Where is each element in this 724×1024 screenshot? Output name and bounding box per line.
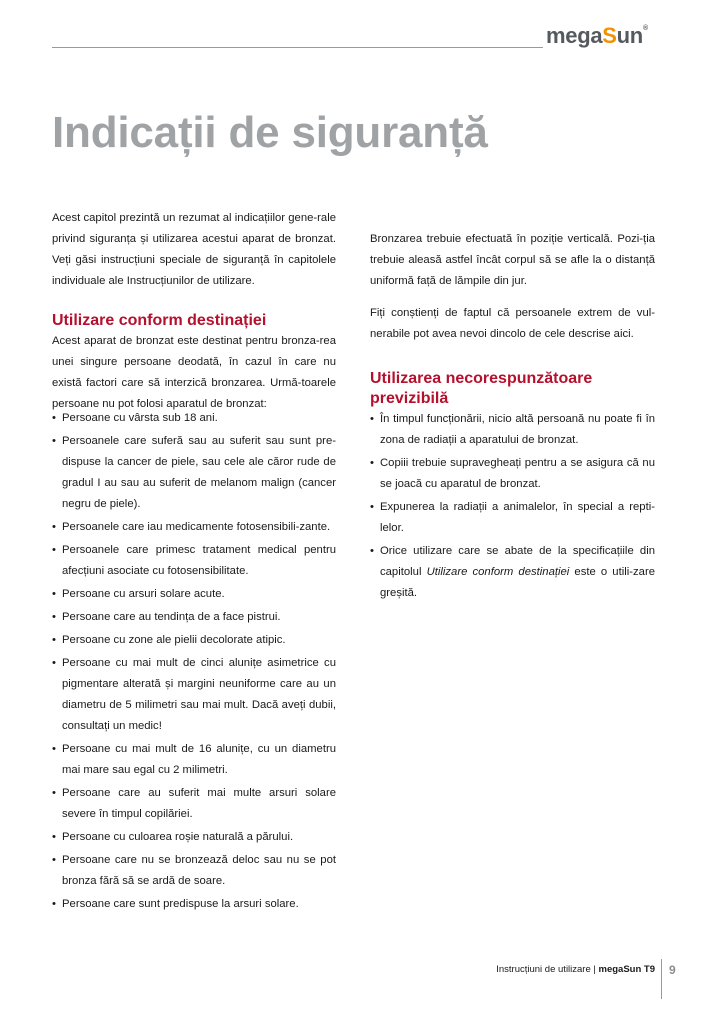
list-item: • Persoane care nu se bronzează deloc sau nu se pot bronza fără să se ardă de soare.: [52, 850, 336, 892]
section-heading-intended-use: Utilizare conform destinației: [52, 312, 267, 329]
bullet-dot: •: [52, 854, 56, 866]
footer-product: megaSun T9: [598, 964, 655, 975]
bullet-dot: •: [370, 457, 374, 469]
contraindication-list: [52, 408, 336, 917]
page-number: 9: [669, 963, 676, 977]
bullet-dot: •: [52, 435, 56, 447]
list-item: • Persoanele care suferă sau au suferit sau sunt pre-dispuse la cancer de piele, sau cele ale căror rude de gradul I au sau au suferit de melanom malign (cancer negru de piele).: [52, 431, 336, 515]
footer-doc-label: Instrucțiuni de utilizare |: [496, 964, 599, 975]
intro-paragraph: Acest capitol prezintă un rezumat al indicațiilor gene-rale privind siguranța și utilizarea acestui aparat de bronzat. Veți găsi instrucțiuni speciale de siguranță în capitolele individuale ale Instrucțiunilor de utilizare.: [52, 212, 336, 287]
posture-paragraph: Bronzarea trebuie efectuată în poziție verticală. Pozi-ția trebuie aleasă astfel încât corpul să se afle la o distanță uniformă față de lămpile din jur.: [370, 233, 655, 287]
logo-registered: ®: [642, 25, 648, 32]
list-item: • Persoanele care primesc tratament medical pentru afecțiuni asociate cu fotosensibilitate.: [52, 540, 336, 582]
list-item: • Persoane care sunt predispuse la arsuri solare.: [52, 894, 336, 915]
megasun-logo: [546, 23, 648, 49]
footer-divider: [661, 959, 662, 999]
bullet-dot: •: [370, 413, 374, 425]
list-item: • În timpul funcționării, nicio altă persoană nu poate fi în zona de radiații a aparatului de bronzat.: [370, 409, 655, 451]
bullet-dot: •: [52, 611, 56, 623]
list-item: • Persoane care au suferit mai multe arsuri solare severe în timpul copilăriei.: [52, 783, 336, 825]
bullet-dot: •: [370, 501, 374, 513]
bullet-dot: •: [52, 544, 56, 556]
bullet-dot: •: [52, 831, 56, 843]
header-rule: [52, 47, 543, 48]
vulnerable-persons-paragraph: Fiți conștienți de faptul că persoanele extrem de vul-nerabile pot avea nevoi dincolo de cele descrise aici.: [370, 307, 655, 340]
logo-suffix: un: [616, 23, 643, 48]
misuse-text-before: Orice utilizare care se abate de la specificațiile din capitolul: [380, 545, 655, 578]
footer-caption: [496, 964, 655, 975]
logo-sun: [602, 23, 616, 49]
list-item: • Persoane cu zone ale pielii decolorate atipic.: [52, 630, 336, 651]
bullet-dot: •: [52, 521, 56, 533]
logo-prefix: mega: [546, 23, 603, 48]
page-title: Indicații de siguranță: [52, 108, 488, 157]
bullet-dot: •: [52, 634, 56, 646]
list-item: • Persoane cu culoarea roșie naturală a părului.: [52, 827, 336, 848]
misuse-list: [370, 409, 655, 606]
bullet-dot: •: [52, 657, 56, 669]
list-item: • Copiii trebuie supravegheați pentru a se asigura că nu se joacă cu aparatul de bronzat.: [370, 453, 655, 495]
section-heading-misuse: Utilizarea necorespunzătoare previzibilă: [370, 370, 593, 407]
bullet-dot: •: [52, 787, 56, 799]
list-item: • Persoane care au tendința de a face pistrui.: [52, 607, 336, 628]
bullet-dot: •: [52, 743, 56, 755]
misuse-text-after: este o utili-zare greșită.: [380, 566, 655, 599]
bullet-dot: •: [52, 898, 56, 910]
bullet-dot: •: [52, 412, 56, 424]
bullet-dot: •: [370, 545, 374, 557]
logo-s-letter: S: [602, 23, 617, 48]
list-item: • Persoane cu vârsta sub 18 ani.: [52, 408, 336, 429]
misuse-italic-reference: Utilizare conform destinației: [426, 566, 570, 578]
list-item: [370, 541, 655, 604]
bullet-dot: •: [52, 588, 56, 600]
intended-use-paragraph: Acest aparat de bronzat este destinat pentru bronza-rea unei singure persoane deodată, în cazul în care nu există factori care să interzică bronzarea. Urmă-toarele persoane nu pot folosi aparatul de bronzat:: [52, 335, 336, 410]
list-item: • Persoane cu mai mult de cinci alunițe asimetrice cu pigmentare alterată și margini neuniforme care au un diametru de 5 milimetri sau mai mult. Dacă aveți dubii, consultați un medic!: [52, 653, 336, 737]
list-item: • Persoane cu mai mult de 16 alunițe, cu un diametru mai mare sau egal cu 2 milimetri.: [52, 739, 336, 781]
list-item: • Persoanele care iau medicamente fotosensibili-zante.: [52, 517, 336, 538]
list-item: • Persoane cu arsuri solare acute.: [52, 584, 336, 605]
list-item: • Expunerea la radiații a animalelor, în special a repti-lelor.: [370, 497, 655, 539]
